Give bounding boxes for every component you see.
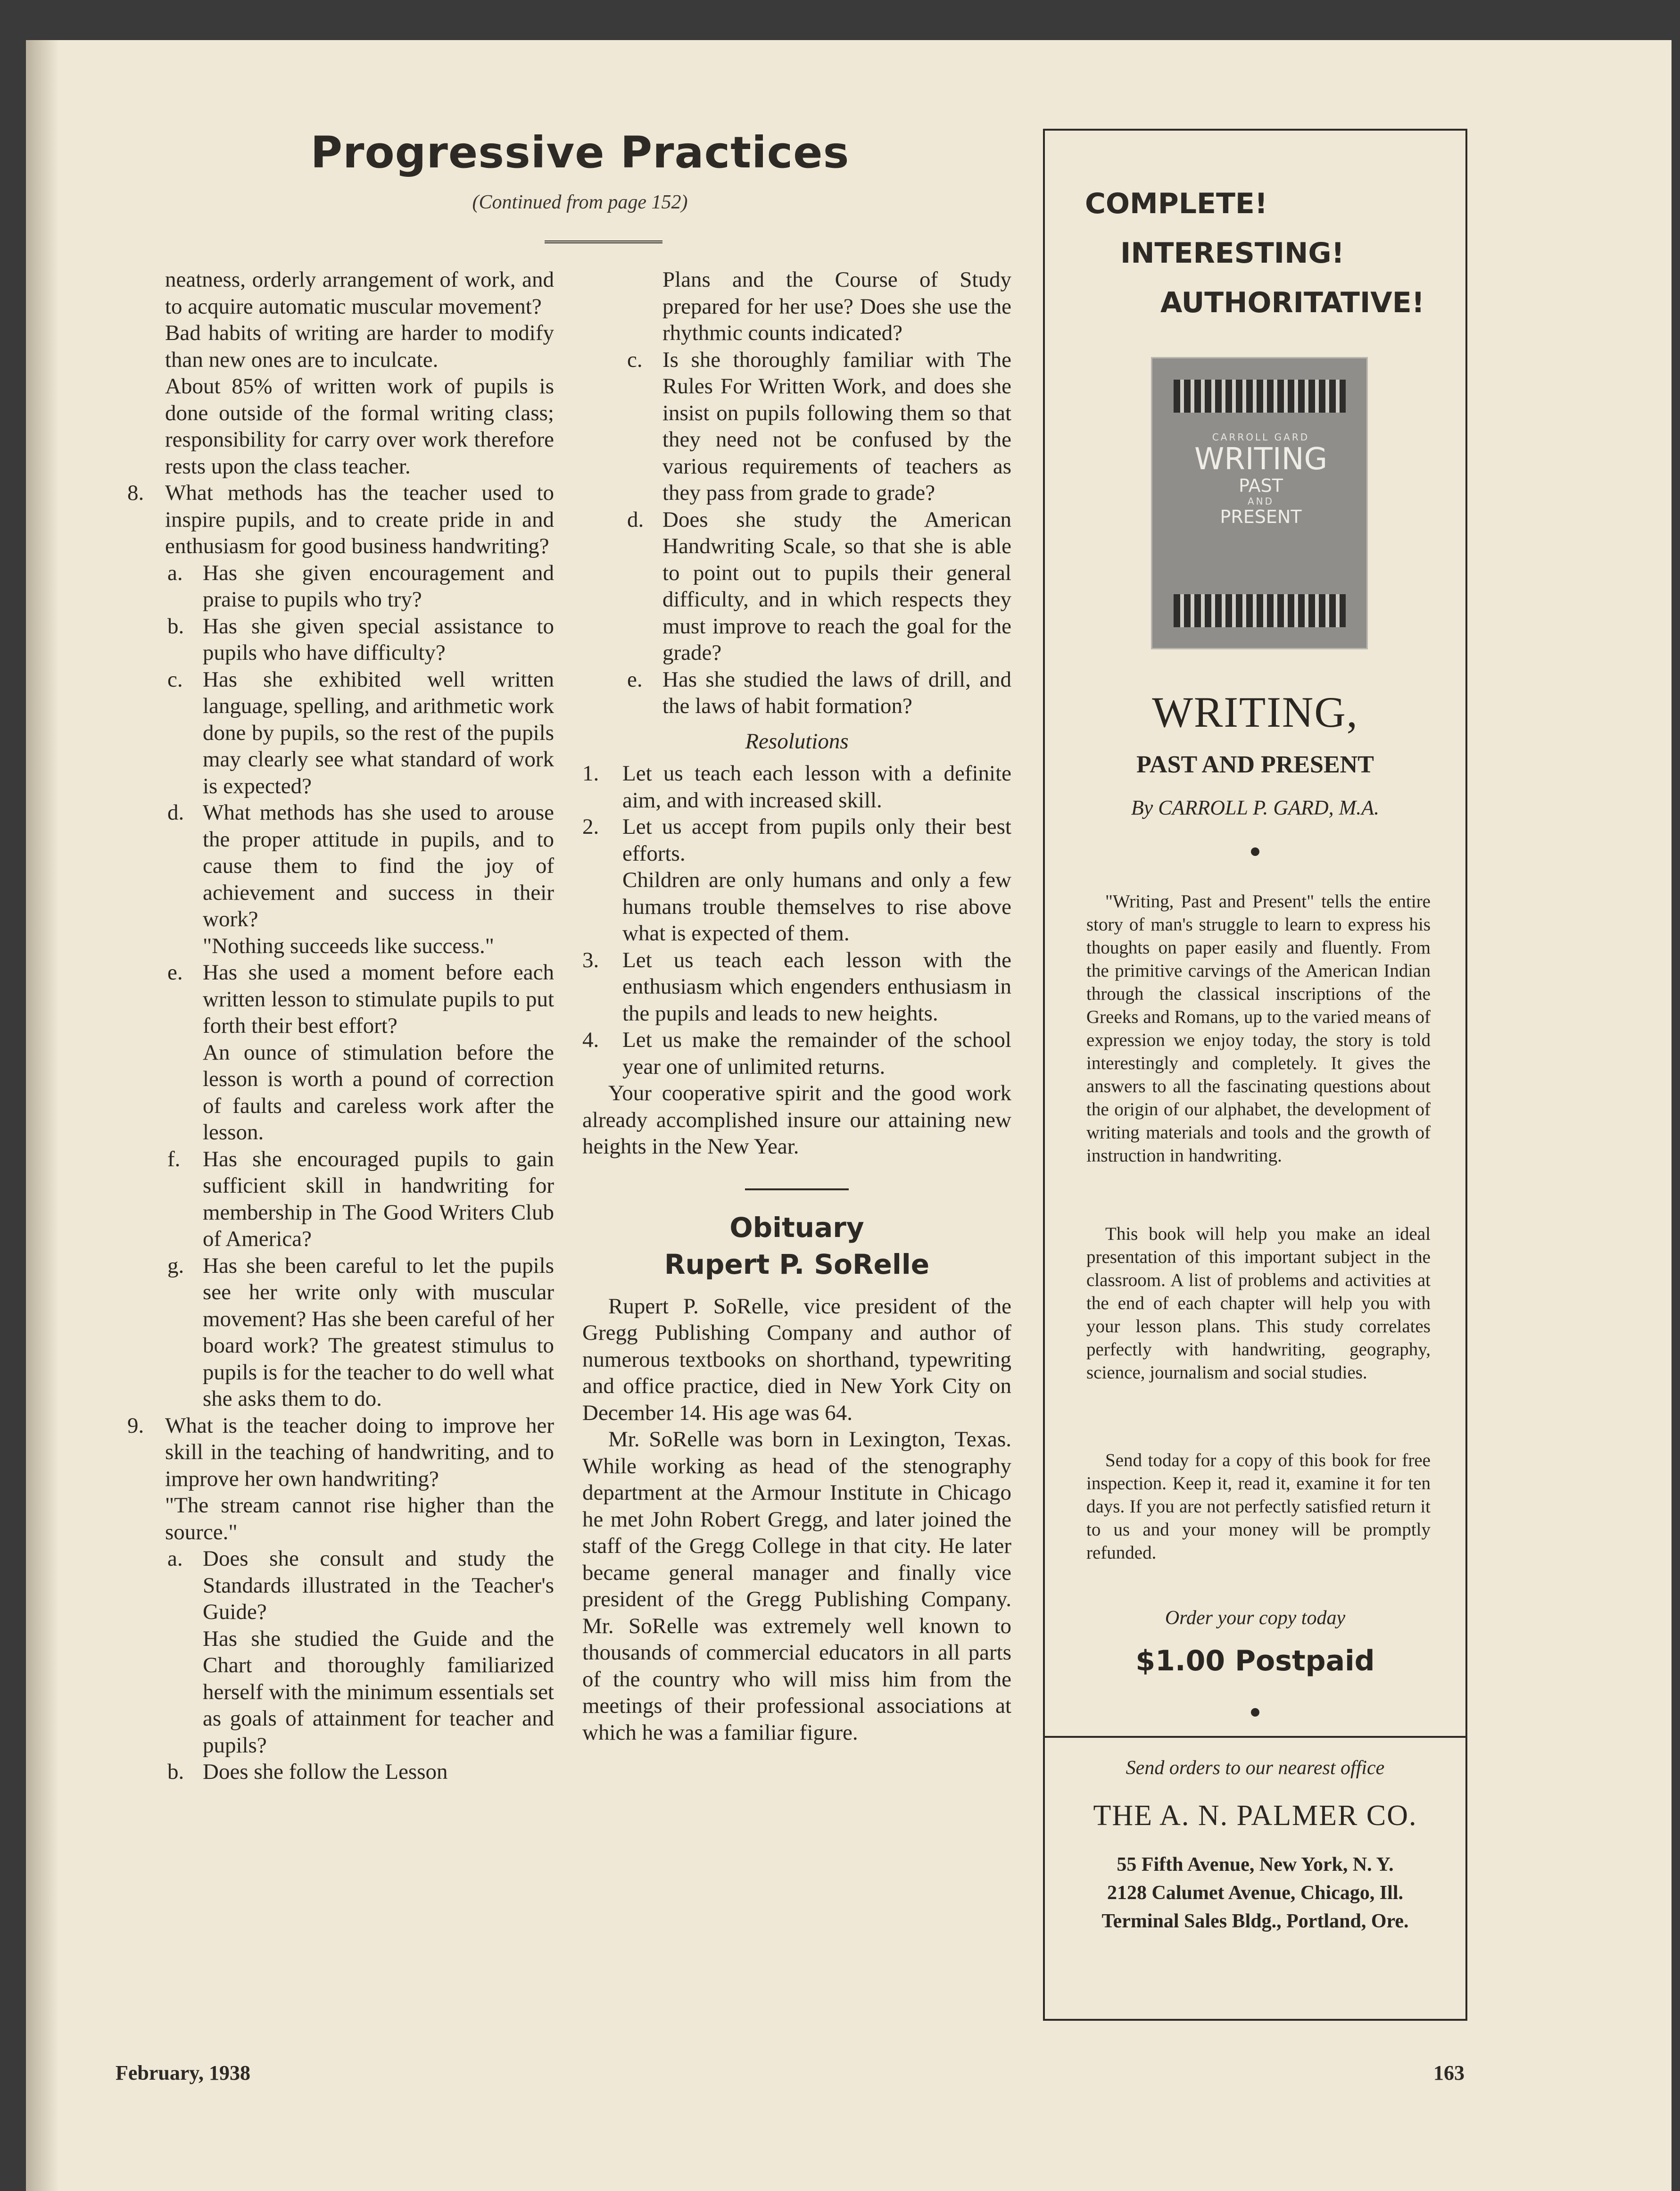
bullet-dot <box>1045 1708 1465 1719</box>
cover-subtitle: PRESENT <box>1220 506 1302 527</box>
obituary-name: Rupert P. SoRelle <box>664 1248 930 1280</box>
paragraph: neatness, orderly arrangement of work, and to acquire automatic muscular movement? <box>165 267 554 319</box>
book-title: WRITING, <box>1152 688 1358 736</box>
continued-note: (Continued from page 152) <box>472 191 688 213</box>
page-gutter <box>26 40 59 2191</box>
list-item: d. Does she study the American Handwriting Scale, so that she is able to point out to pupils their general difficulty, and in which respects they must improve to reach the goal for the grade? <box>582 506 1011 666</box>
bullet-dot <box>1045 847 1465 858</box>
ad-description: Send today for a copy of this book for free inspection. Keep it, read it, examine it for ten days. If you are not perfectly satisfied return it to us and your money will be promptly refunded. <box>1086 1450 1431 1563</box>
list-item: 1. Let us teach each lesson with a definite aim, and with increased skill. <box>582 760 1011 813</box>
cover-ornament <box>1174 594 1346 627</box>
list-item-text: Let us teach each lesson with the enthusiasm which engenders enthusiasm in the pupils and leads to new heights. <box>622 947 1011 1026</box>
list-item: 2. Let us accept from pupils only their best efforts. <box>582 813 1011 867</box>
cover-author: CARROLL GARD <box>1212 432 1310 443</box>
list-item-text: Has she given special assistance to pupils who have difficulty? <box>203 614 554 665</box>
list-item: e. Has she used a moment before each written lesson to stimulate pupils to put forth their best effort? <box>116 959 554 1039</box>
list-item-text: Has she encouraged pupils to gain sufficient skill in handwriting for membership in The Good Writers Club of America? <box>203 1146 554 1251</box>
obituary-paragraph: Mr. SoRelle was born in Lexington, Texas. While working as head of the stenography department at the Armour Institute in Chicago he met John Robert Gregg, and later joined the staff of the Gregg College in that city. He later became general manager and finally vice president of the Gregg Publishing Company. Mr. SoRelle was extremely well known to thousands of commercial educators in all parts of the country who will miss him from the meetings of their professional associations at which he was a familiar figure. <box>582 1427 1011 1745</box>
list-item-text: Has she studied the laws of drill, and the laws of habit formation? <box>662 667 1011 718</box>
cover-ornament <box>1174 380 1346 413</box>
note: Children are only humans and only a few humans trouble themselves to rise above what is expected of them. <box>622 868 1011 946</box>
quote: "The stream cannot rise higher than the source." <box>165 1493 554 1544</box>
obituary-paragraph: Rupert P. SoRelle, vice president of the Gregg Publishing Company and author of numerous textbooks on shorthand, typewriting and office practice, died in New York City on December 14. His age was 64. <box>582 1294 1011 1425</box>
question-text: What is the teacher doing to improve her skill in the teaching of handwriting, and to improve her own handwriting? <box>165 1413 554 1491</box>
list-item-text: Has she exhibited well written language, spelling, and arithmetic work done by pupils, so the rest of the pupils may clearly see what standard of work is expected? <box>203 667 554 798</box>
company-name: THE A. N. PALMER CO. <box>1093 1800 1417 1832</box>
list-item-text: Has she used a moment before each written lesson to stimulate pupils to put forth their best effort? <box>203 960 554 1038</box>
cover-subtitle: AND <box>1247 496 1274 507</box>
ad-lower-frame <box>1043 1738 1467 2021</box>
note: An ounce of stimulation before the lesson is worth a pound of correction of faults and careless work after the lesson. <box>203 1040 554 1145</box>
send-orders-text: Send orders to our nearest office <box>1126 1757 1385 1779</box>
page-number: 163 <box>1433 2061 1465 2084</box>
page-title: Progressive Practices <box>310 127 850 178</box>
ad-description: "Writing, Past and Present" tells the entire story of man's struggle to learn to express his thoughts on paper easily and fluently. From the primitive carvings of the American Indian through the classical inscriptions of the Greeks and Romans, up to the varied means of expression we enjoy today, the story is told interestingly and completely. It gives the answers to all the fascinating questions about the origin of our alphabet, the development of writing materials and tools and the growth of instruction in handwriting. <box>1086 891 1431 1166</box>
list-item-text: Does she study the American Handwriting Scale, so that she is able to point out to pupils their general difficulty, and in which respects they must improve to reach the goal for the grade? <box>662 507 1011 665</box>
section-divider <box>745 1188 849 1190</box>
ad-headline: AUTHORITATIVE! <box>1160 286 1425 319</box>
question-8 <box>116 480 554 560</box>
question-number: 8. <box>127 481 144 505</box>
order-text: Order your copy today <box>1165 1607 1346 1629</box>
paragraph: About 85% of written work of pupils is done outside of the formal writing class; responsibility for carry over work therefore rests upon the class teacher. <box>165 374 554 479</box>
price: $1.00 Postpaid <box>1135 1644 1375 1677</box>
list-item: b. Does she follow the Lesson <box>116 1759 554 1785</box>
book-cover-image <box>1151 357 1368 649</box>
paragraph: Plans and the Course of Study prepared for her use? Does she use the rhythmic counts indicated? <box>662 267 1011 345</box>
address-line: 2128 Calumet Avenue, Chicago, Ill. <box>1107 1882 1404 1904</box>
list-item: a. Has she given encouragement and praise to pupils who try? <box>116 560 554 613</box>
obituary-heading: Obituary <box>729 1211 864 1244</box>
cover-subtitle: PAST <box>1239 475 1283 496</box>
list-item: g. Has she been careful to let the pupils see her write only with muscular movement? Has she been careful of her board work? The greatest stimulus to pupils is for the teacher to do well what she asks them to do. <box>116 1253 554 1412</box>
closing-paragraph: Your cooperative spirit and the good work already accomplished insure our attaining new heights in the New Year. <box>582 1081 1011 1159</box>
paragraph: Bad habits of writing are harder to modify than new ones are to inculcate. <box>165 321 554 372</box>
list-item-text: Does she follow the Lesson <box>203 1759 448 1784</box>
list-item-text: Let us teach each lesson with a definite aim, and with increased skill. <box>622 761 1011 813</box>
list-item: c. Is she thoroughly familiar with The Rules For Written Work, and does she insist on pupils following them so that they need not be confused by the various requirements of teachers as they pass from grade to grade? <box>582 347 1011 506</box>
list-item: b. Has she given special assistance to pupils who have difficulty? <box>116 613 554 666</box>
question-9 <box>116 1412 554 1493</box>
list-item: f. Has she encouraged pupils to gain sufficient skill in handwriting for membership in The Good Writers Club of America? <box>116 1146 554 1253</box>
address-line: 55 Fifth Avenue, New York, N. Y. <box>1117 1854 1394 1876</box>
cover-text <box>1178 432 1343 573</box>
list-item-text: Does she consult and study the Standards illustrated in the Teacher's Guide? <box>203 1546 554 1624</box>
book-subtitle: PAST AND PRESENT <box>1136 751 1374 778</box>
list-item-text: Let us make the remainder of the school year one of unlimited returns. <box>622 1028 1011 1079</box>
cover-title: WRITING <box>1194 442 1328 477</box>
title-rule <box>545 241 662 245</box>
book-advertisement <box>1043 129 1467 1738</box>
list-item-text: Is she thoroughly familiar with The Rules For Written Work, and does she insist on pupils following them so that they need not be confused by the various requirements of teachers as they pass from grade to grade? <box>662 347 1011 505</box>
note: Has she studied the Guide and the Chart and thoroughly familiarized herself with the minimum essentials set as goals of attainment for teacher and pupils? <box>203 1626 554 1758</box>
question-number: 9. <box>127 1413 144 1438</box>
ad-headline: INTERESTING! <box>1120 237 1344 270</box>
address-line: Terminal Sales Bldg., Portland, Ore. <box>1101 1910 1409 1932</box>
list-item-text: Let us accept from pupils only their best efforts. <box>622 814 1011 866</box>
list-item-text: What methods has she used to arouse the proper attitude in pupils, and to cause them to find the joy of achievement and success in their work? <box>203 800 554 931</box>
ad-description: This book will help you make an ideal presentation of this important subject in the classroom. A list of problems and activities at the end of each chapter will help you with your lesson plans. This study correlates perfectly with handwriting, geography, science, journalism and social studies. <box>1086 1224 1431 1383</box>
list-item: a. Does she consult and study the Standards illustrated in the Teacher's Guide? <box>116 1545 554 1626</box>
column-middle <box>582 266 1011 1746</box>
list-item: d. What methods has she used to arouse the proper attitude in pupils, and to cause them to find the joy of achievement and success in their work? <box>116 799 554 933</box>
question-text: What methods has the teacher used to inspire pupils, and to create pride in and enthusiasm for good business handwriting? <box>165 481 554 558</box>
footer-date: February, 1938 <box>116 2061 250 2084</box>
list-item: 4. Let us make the remainder of the school year one of unlimited returns. <box>582 1027 1011 1080</box>
resolutions-heading: Resolutions <box>745 729 849 754</box>
quote: "Nothing succeeds like success." <box>203 933 494 958</box>
list-item-text: Has she been careful to let the pupils see her write only with muscular movement? Has she been careful of her board work? The greatest stimulus to pupils is for the teacher to do well what she asks them to do. <box>203 1253 554 1411</box>
list-item: c. Has she exhibited well written language, spelling, and arithmetic work done by pupils, so the rest of the pupils may clearly see what standard of work is expected? <box>116 666 554 800</box>
ad-headline: COMPLETE! <box>1085 187 1268 220</box>
list-item: 3. Let us teach each lesson with the enthusiasm which engenders enthusiasm in the pupils and leads to new heights. <box>582 947 1011 1027</box>
book-byline: By CARROLL P. GARD, M.A. <box>1131 796 1380 819</box>
list-item-text: Has she given encouragement and praise to pupils who try? <box>203 560 554 612</box>
list-item: e. Has she studied the laws of drill, and the laws of habit formation? <box>582 666 1011 720</box>
column-left <box>116 266 554 1785</box>
